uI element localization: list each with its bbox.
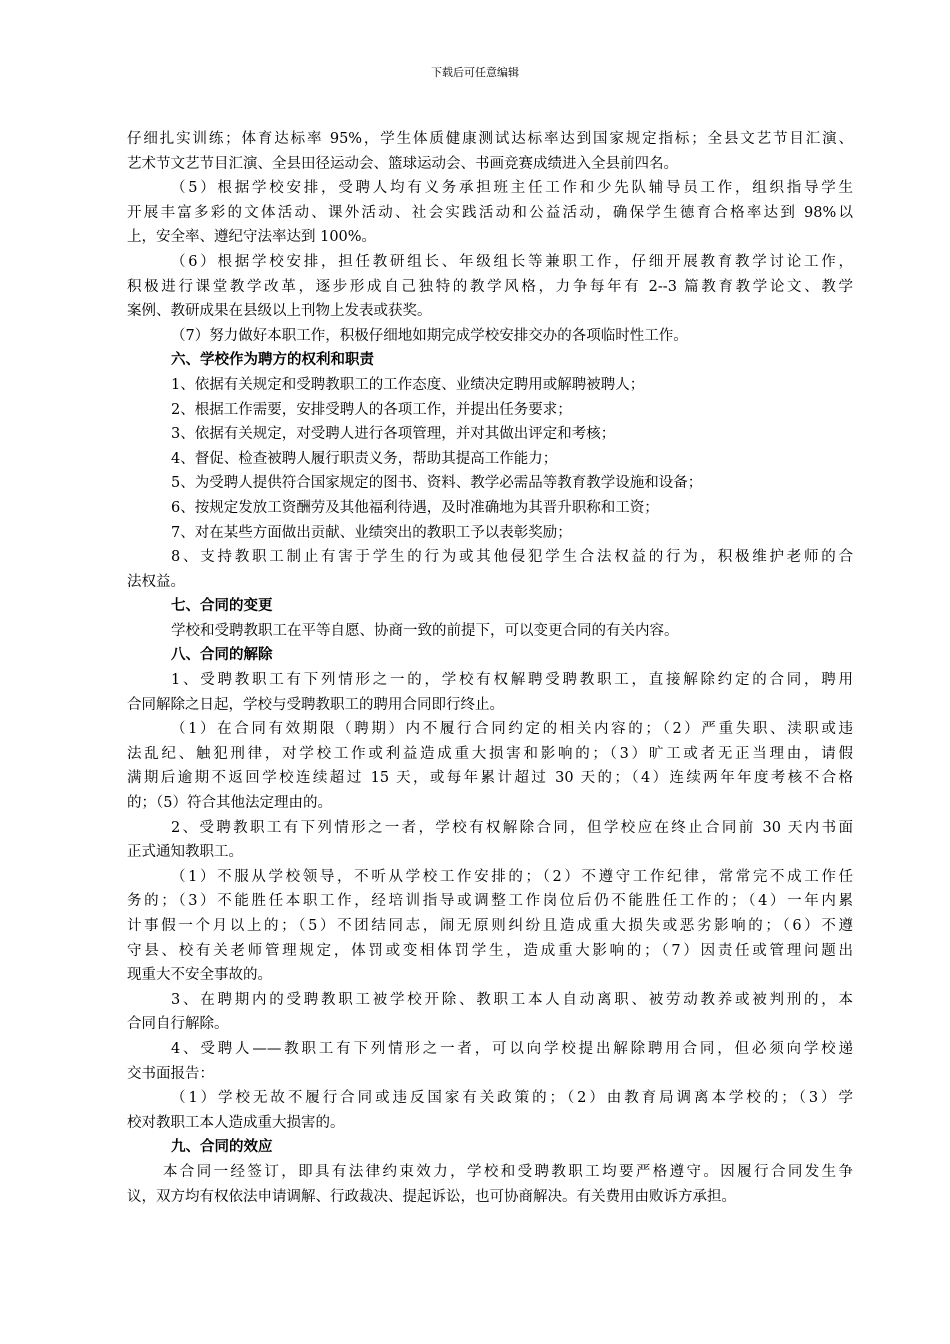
body-text-line: 3、依据有关规定，对受聘人进行各项管理，并对其做出评定和考核； — [171, 426, 616, 443]
body-text-line: 议，双方均有权依法申请调解、行政裁决、提起诉讼，也可协商解决。有关费用由败诉方承担。 — [127, 1188, 736, 1205]
body-text-line: 计事假一个月以上的；（5）不团结同志，闹无原则纠纷且造成重大损失或恶劣影响的；（6）不遵 — [127, 918, 853, 934]
section-heading: 六、学校作为聘方的权利和职责 — [171, 351, 374, 369]
body-text-line: 艺术节文艺节目汇演、全县田径运动会、篮球运动会、书画竞赛成绩进入全县前四名。 — [127, 155, 678, 172]
body-text-line: 的；（5）符合其他法定理由的。 — [127, 795, 332, 812]
document-body — [127, 127, 853, 1209]
body-text-line: （6）根据学校安排，担任教研组长、年级组长等兼职工作，仔细开展教育教学讨论工作， — [171, 253, 853, 270]
body-text-line: 守县、校有关老师管理规定，体罚或变相体罚学生，造成重大影响的；（7）因责任或管理问题出 — [127, 942, 853, 959]
body-text-line: （1）学校无故不履行合同或违反国家有关政策的；（2）由教育局调离本学校的；（3）学 — [171, 1090, 853, 1107]
body-text-line: 7、对在某些方面做出贡献、业绩突出的教职工予以表彰奖励； — [171, 524, 572, 541]
body-text-line: （1）在合同有效期限（聘期）内不履行合同约定的相关内容的；（2）严重失职、渎职或违 — [171, 721, 853, 738]
body-text-line: 4、督促、检查被聘人履行职责义务，帮助其提高工作能力； — [171, 450, 558, 467]
body-text-line: 法乱纪、触犯刑律，对学校工作或利益造成重大损害和影响的；（3）旷工或者无正当理由，请假 — [127, 745, 853, 762]
body-text-line: 4、受聘人——教职工有下列情形之一者，可以向学校提出解除聘用合同，但必须向学校递 — [171, 1040, 853, 1057]
body-text-line: 满期后逾期不返回学校连续超过 15 天，或每年累计超过 30 天的；（4）连续两年年度考核不合格 — [127, 770, 853, 787]
body-text-line: 务的；（3）不能胜任本职工作，经培训指导或调整工作岗位后仍不能胜任工作的；（4）一年内累 — [127, 893, 853, 910]
section-heading: 八、合同的解除 — [171, 646, 273, 664]
body-text-line: 法权益。 — [127, 573, 185, 590]
section-heading: 九、合同的效应 — [171, 1138, 273, 1156]
body-text-line: （1）不服从学校领导，不听从学校工作安排的；（2）不遵守工作纪律，常常完不成工作任 — [171, 868, 853, 885]
body-text-line: （5）根据学校安排，受聘人均有义务承担班主任工作和少先队辅导员工作，组织指导学生 — [171, 180, 853, 197]
body-text-line: 仔细扎实训练；体育达标率 95%，学生体质健康测试达标率达到国家规定指标；全县文艺节目汇演、 — [127, 131, 853, 147]
body-text-line: 2、受聘教职工有下列情形之一者，学校有权解除合同，但学校应在终止合同前 30 天内书面 — [171, 819, 853, 836]
body-text-line: 上，安全率、遵纪守法率达到 100%。 — [127, 229, 377, 246]
body-text-line: 正式通知教职工。 — [127, 844, 243, 861]
body-text-line: 现重大不安全事故的。 — [127, 967, 272, 984]
body-text-line: 开展丰富多彩的文体活动、课外活动、社会实践活动和公益活动，确保学生德育合格率达到 98%以 — [127, 204, 853, 221]
body-text-line: 积极进行课堂教学改革，逐步形成自己独特的教学风格，力争每年有 2--3 篇教育教学论文、教学 — [127, 278, 853, 295]
body-text-line: 1、依据有关规定和受聘教职工的工作态度、业绩决定聘用或解聘被聘人； — [171, 376, 645, 393]
body-text-line: 2、根据工作需要，安排受聘人的各项工作，并提出任务要求； — [171, 401, 572, 418]
body-text-line: 学校和受聘教职工在平等自愿、协商一致的前提下，可以变更合同的有关内容。 — [171, 622, 679, 639]
page-header: 下载后可任意编辑 — [431, 66, 519, 79]
body-text-line: 本合同一经签订，即具有法律约束效力，学校和受聘教职工均要严格遵守。因履行合同发生争 — [163, 1163, 853, 1180]
section-heading: 七、合同的变更 — [171, 597, 273, 615]
body-text-line: 交书面报告： — [127, 1065, 214, 1082]
body-text-line: （7）努力做好本职工作，积极仔细地如期完成学校安排交办的各项临时性工作。 — [171, 327, 688, 344]
body-text-line: 3、在聘期内的受聘教职工被学校开除、教职工本人自动离职、被劳动教养或被判刑的，本 — [171, 991, 853, 1008]
body-text-line: 案例、教研成果在县级以上刊物上发表或获奖。 — [127, 303, 432, 320]
body-text-line: 合同解除之日起，学校与受聘教职工的聘用合同即行终止。 — [127, 696, 504, 713]
body-text-line: 1、受聘教职工有下列情形之一的，学校有权解聘受聘教职工，直接解除约定的合同，聘用 — [171, 672, 853, 689]
body-text-line: 6、按规定发放工资酬劳及其他福利待遇，及时准确地为其晋升职称和工资； — [171, 499, 659, 516]
body-text-line: 合同自行解除。 — [127, 1016, 229, 1033]
body-text-line: 5、为受聘人提供符合国家规定的图书、资料、教学必需品等教育教学设施和设备； — [171, 475, 703, 492]
body-text-line: 校对教职工本人造成重大损害的。 — [127, 1114, 345, 1131]
body-text-line: 8、支持教职工制止有害于学生的行为或其他侵犯学生合法权益的行为，积极维护老师的合 — [171, 549, 853, 566]
